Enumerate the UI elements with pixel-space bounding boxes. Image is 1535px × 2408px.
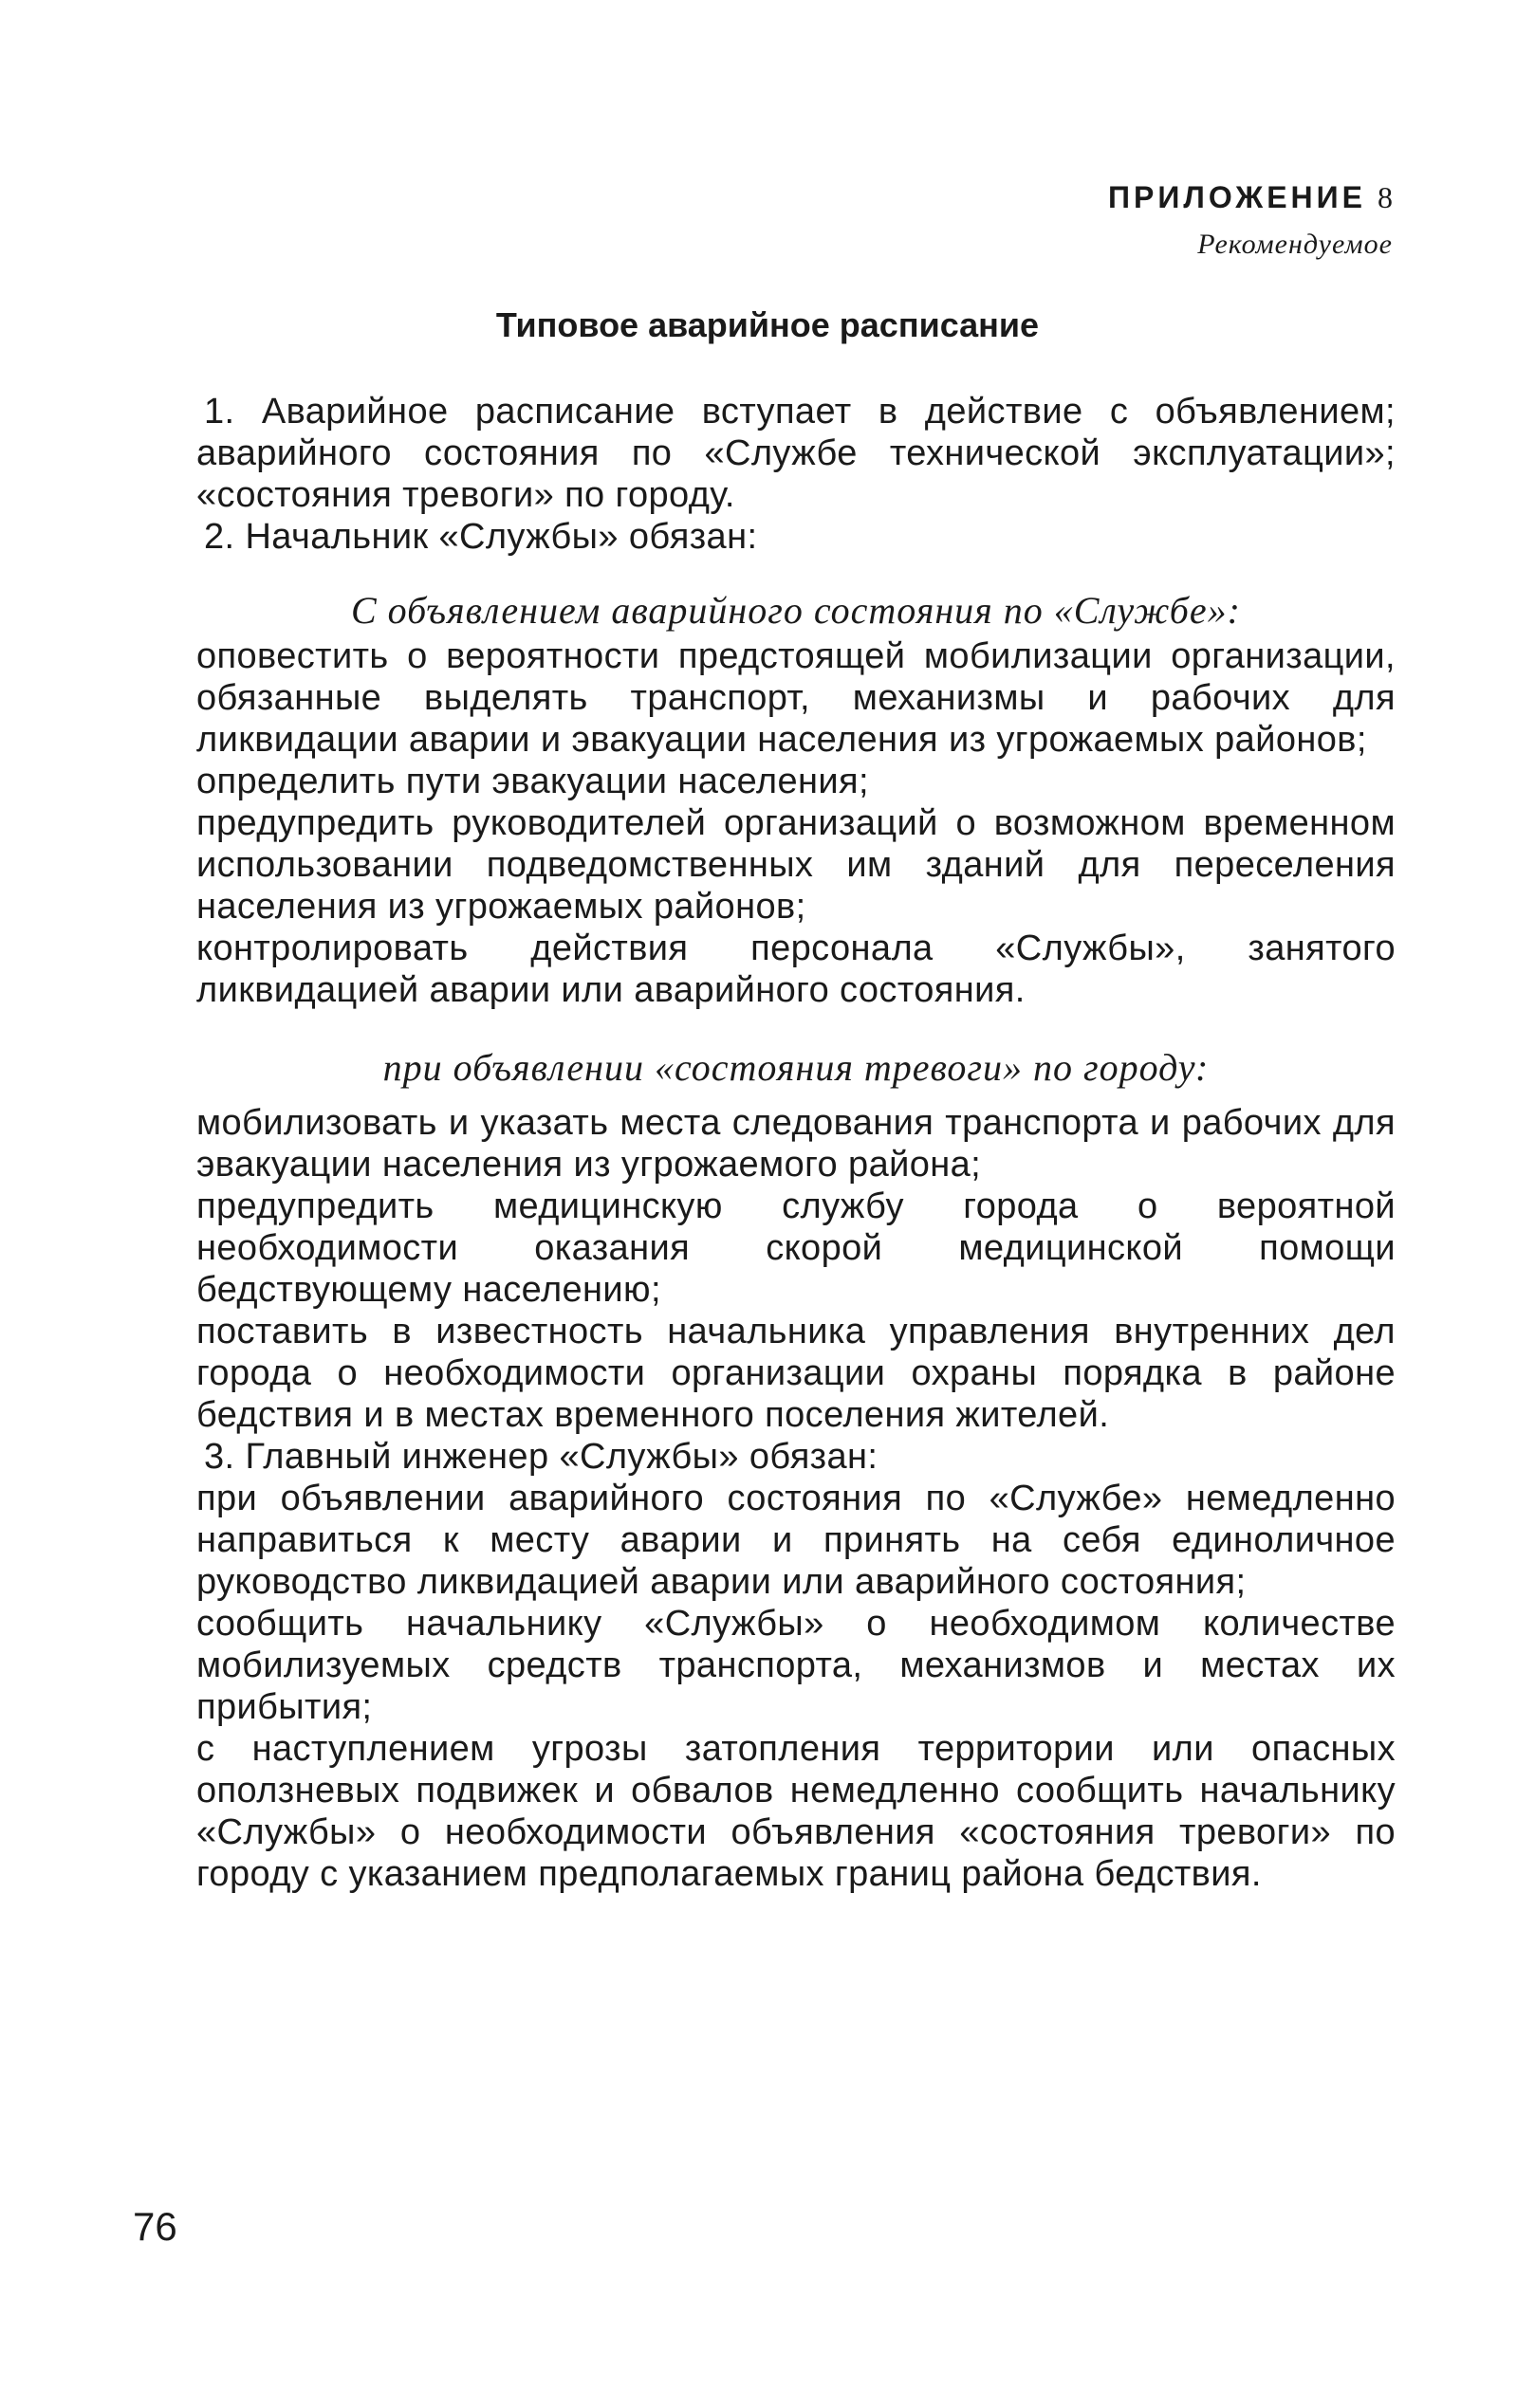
intro-paragraph-1: 1. Аварийное расписание вступает в действие с объявлением; аварийного состояния по «Службе технической эксплуатации»; «состояния тревоги» по городу. bbox=[196, 392, 1396, 515]
intro-paragraph-2: 2. Начальник «Службы» обязан: bbox=[204, 517, 758, 557]
section1-item: предупредить руководителей организаций о возможном временном использовании подведомственных им зданий для переселения населения из угрожаемых районов; bbox=[196, 803, 1396, 927]
section2-item: предупредить медицинскую службу города о вероятной необходимости оказания скорой медицинской помощи бедствующему населению; bbox=[196, 1186, 1396, 1310]
page-number: 76 bbox=[133, 2204, 177, 2249]
appendix-number: 8 bbox=[1378, 180, 1393, 214]
section1-item: контролировать действия персонала «Службы», занятого ликвидацией аварии или аварийного состояния. bbox=[196, 928, 1396, 1010]
section1-heading: С объявлением аварийного состояния по «Службе»: bbox=[351, 589, 1241, 632]
section1-item: определить пути эвакуации населения; bbox=[196, 762, 869, 801]
section2-item: поставить в известность начальника управления внутренних дел города о необходимости организации охраны порядка в районе бедствия и в местах временного поселения жителей. bbox=[196, 1312, 1396, 1435]
section3-item: с наступлением угрозы затопления территории или опасных оползневых подвижек и обвалов немедленно сообщить начальнику «Службы» о необходимости объявления «состояния тревоги» по городу с указанием предполагаемых границ района бедствия. bbox=[196, 1729, 1396, 1894]
document-body bbox=[196, 391, 1396, 1895]
section1-item: оповестить о вероятности предстоящей мобилизации организации, обязанные выделять транспорт, механизмы и рабочих для ликвидации аварии и эвакуации населения из угрожаемых районов; bbox=[196, 636, 1396, 760]
appendix-status: Рекомендуемое bbox=[1197, 229, 1393, 260]
section3-item: при объявлении аварийного состояния по «Службе» немедленно направиться к месту аварии и принять на себя единоличное руководство ликвидацией аварии или аварийного состояния; bbox=[196, 1479, 1396, 1602]
section3-item: сообщить начальнику «Службы» о необходимом количестве мобилизуемых средств транспорта, механизмов и местах их прибытия; bbox=[196, 1604, 1396, 1727]
document-title: Типовое аварийное расписание bbox=[495, 305, 1040, 344]
appendix-label: ПРИЛОЖЕНИЕ bbox=[1108, 180, 1366, 214]
section2-heading: при объявлении «состояния тревоги» по городу: bbox=[382, 1046, 1210, 1089]
appendix-header bbox=[1108, 180, 1393, 261]
section3-heading: 3. Главный инженер «Службы» обязан: bbox=[204, 1437, 878, 1477]
section2-item: мобилизовать и указать места следования транспорта и рабочих для эвакуации населения из угрожаемого района; bbox=[196, 1103, 1396, 1185]
